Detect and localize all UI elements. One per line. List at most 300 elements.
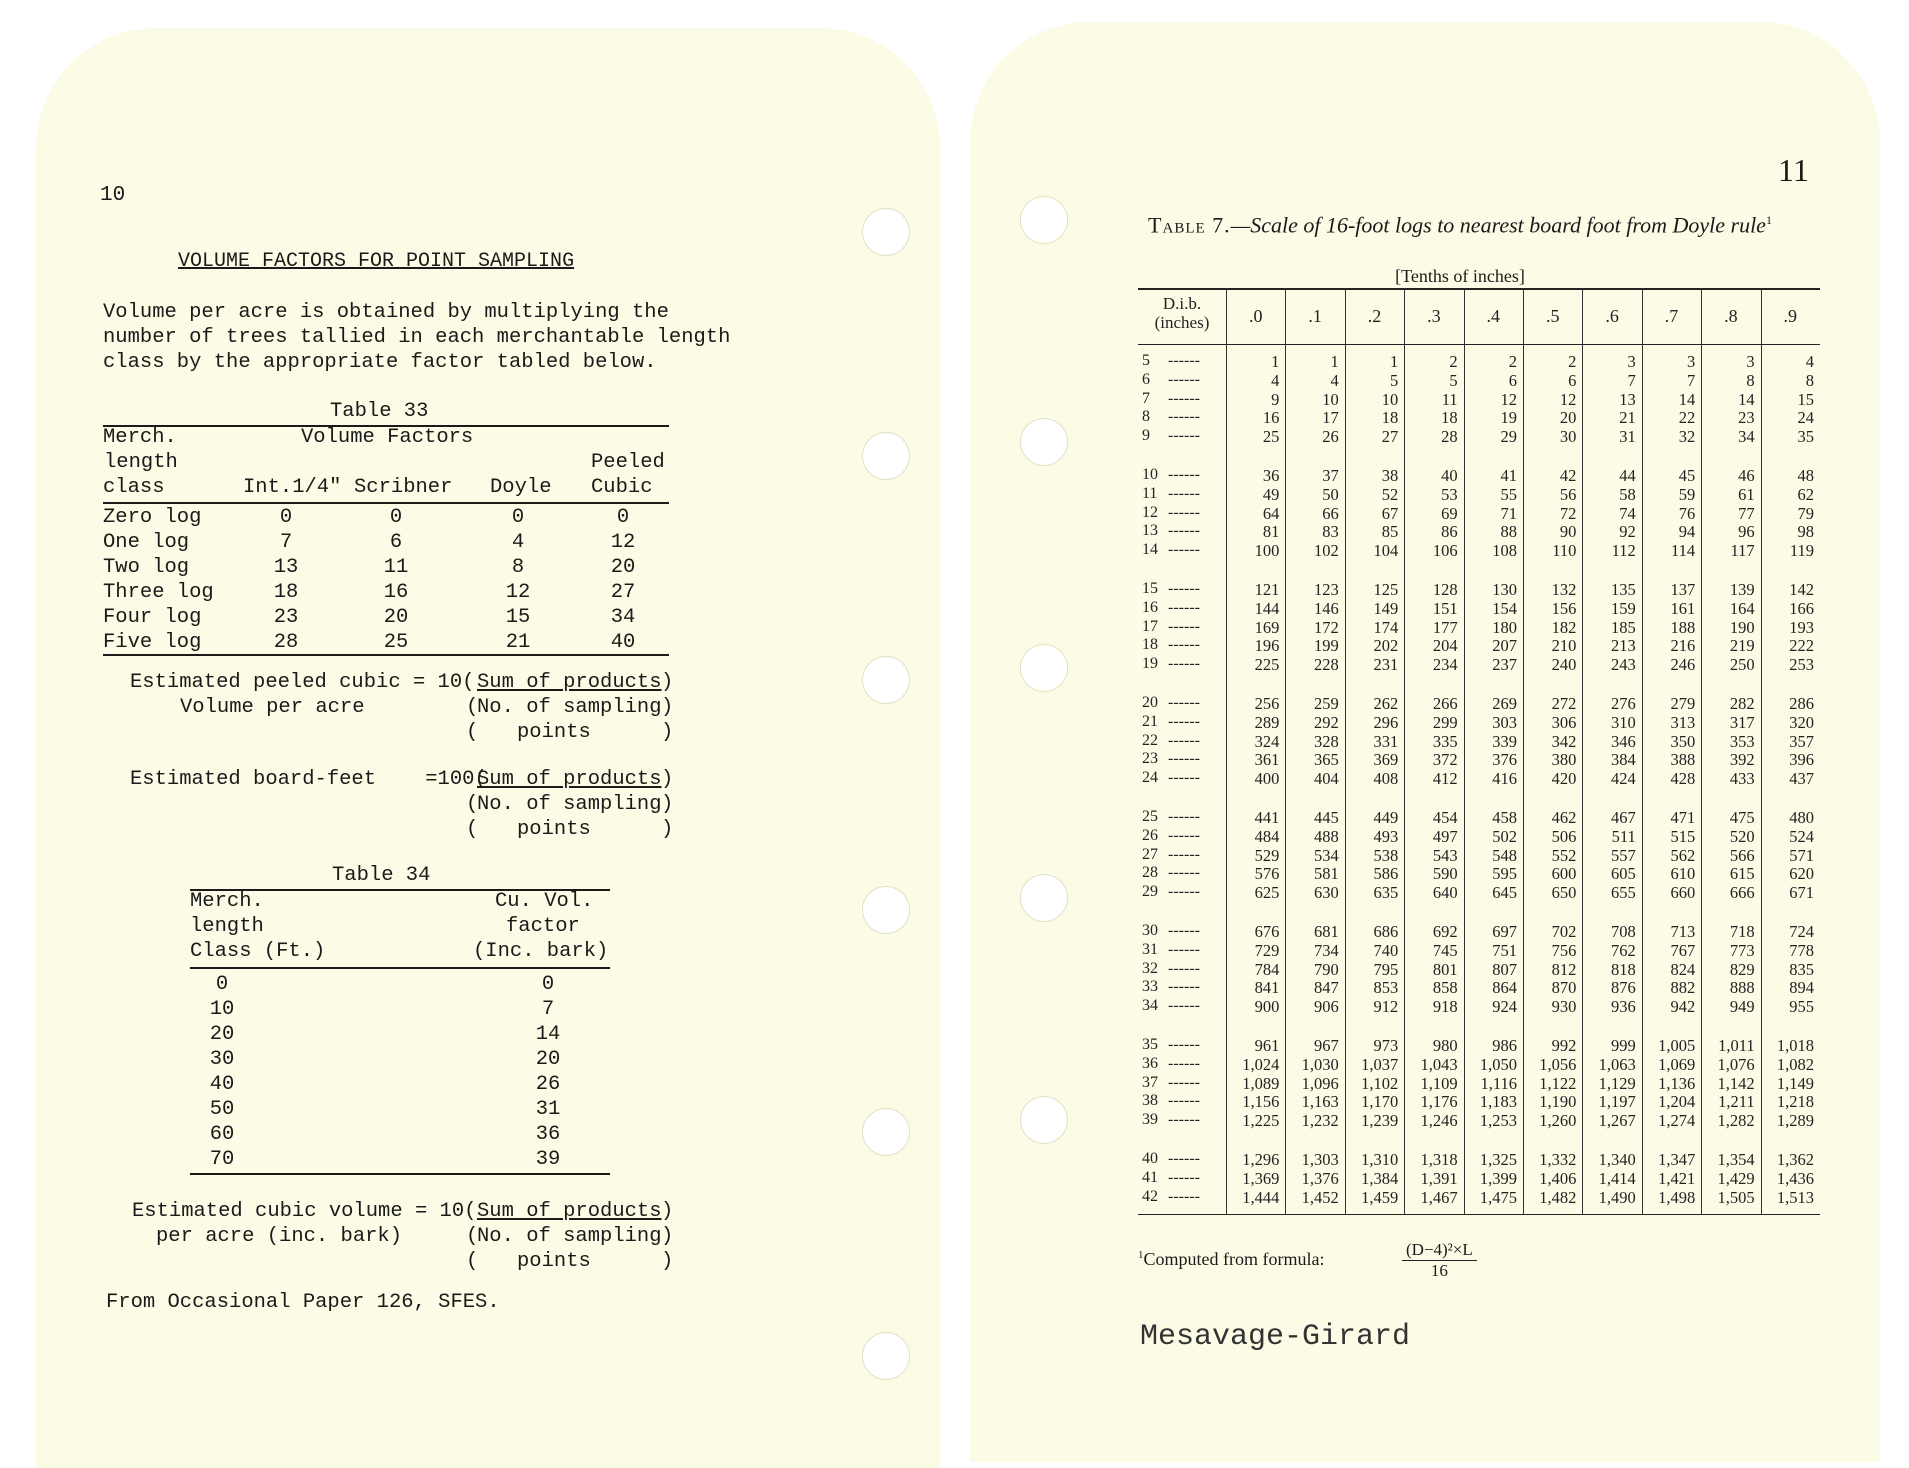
- scale-cell: 756: [1551, 940, 1577, 960]
- scale-cell: 630: [1314, 883, 1339, 903]
- scale-cell: 1,239: [1361, 1111, 1399, 1131]
- scale-cell: 1,011: [1718, 1036, 1755, 1055]
- table-cell: 40: [209, 1073, 235, 1096]
- scale-cell: 303: [1492, 712, 1517, 732]
- col-header: Scribner: [354, 476, 453, 499]
- scale-cell: 1,246: [1420, 1111, 1458, 1131]
- table-cell: 12: [610, 531, 636, 554]
- scale-cell: 1,490: [1598, 1187, 1636, 1207]
- column-rule: [1582, 288, 1583, 1214]
- scale-cell: 1,037: [1361, 1054, 1399, 1074]
- scale-cell: 818: [1611, 959, 1636, 979]
- scale-cell: 53: [1441, 484, 1458, 504]
- scale-cell: 408: [1373, 769, 1399, 789]
- scale-cell: 18: [1441, 408, 1458, 428]
- scale-cell: 655: [1611, 883, 1636, 903]
- leader-dots: ------: [1168, 503, 1200, 521]
- section-heading: VOLUME FACTORS FOR POINT SAMPLING: [178, 250, 575, 273]
- scale-cell: 645: [1492, 883, 1517, 903]
- scale-cell: 81: [1262, 522, 1280, 542]
- scale-cell: 1,318: [1420, 1150, 1458, 1169]
- scale-cell: 740: [1373, 940, 1399, 960]
- scale-cell: 1: [1389, 352, 1399, 371]
- scale-cell: 6: [1508, 370, 1517, 390]
- scale-cell: 7: [1627, 370, 1636, 390]
- scale-cell: 986: [1492, 1036, 1517, 1055]
- scale-cell: 21: [1619, 408, 1636, 428]
- leader-dots: ------: [1168, 769, 1200, 787]
- binder-hole: [862, 1108, 910, 1156]
- intro-line: Volume per acre is obtained by multiplying the: [103, 301, 669, 324]
- scale-cell: 22: [1678, 408, 1696, 428]
- table-cell: 18: [273, 581, 299, 604]
- scale-cell: 1,513: [1776, 1187, 1814, 1207]
- scale-cell: 2: [1568, 352, 1577, 371]
- scale-cell: 154: [1492, 598, 1517, 618]
- table-cell: 39: [535, 1148, 561, 1171]
- dib-label: 20: [1142, 694, 1158, 711]
- tenths-header: .2: [1367, 306, 1382, 326]
- scale-cell: 45: [1678, 466, 1696, 485]
- table-cell: 60: [209, 1123, 235, 1146]
- scale-cell: 42: [1559, 466, 1577, 485]
- leader-dots: ------: [1168, 427, 1200, 445]
- scale-cell: 193: [1789, 617, 1814, 637]
- scale-cell: 123: [1314, 580, 1339, 599]
- scale-cell: 1,170: [1361, 1092, 1399, 1112]
- scale-cell: 1,183: [1479, 1092, 1517, 1112]
- scale-cell: 190: [1729, 617, 1755, 637]
- scale-cell: 306: [1551, 712, 1577, 732]
- leader-dots: ------: [1168, 1150, 1200, 1167]
- tenths-header: .0: [1248, 306, 1263, 326]
- scale-cell: 858: [1432, 978, 1458, 998]
- scale-cell: 253: [1789, 655, 1814, 675]
- scale-cell: 106: [1432, 541, 1458, 561]
- scale-cell: 660: [1670, 883, 1696, 903]
- leader-dots: ------: [1168, 1092, 1200, 1110]
- scale-cell: 692: [1432, 922, 1458, 941]
- scale-cell: 250: [1729, 655, 1755, 675]
- leader-dots: ------: [1168, 1054, 1200, 1072]
- leader-dots: ------: [1168, 1036, 1200, 1053]
- scale-cell: 216: [1670, 636, 1696, 656]
- scale-cell: 1,163: [1301, 1092, 1339, 1112]
- scale-cell: 12: [1559, 389, 1577, 409]
- scale-cell: 1,325: [1479, 1150, 1517, 1169]
- scale-cell: 762: [1611, 940, 1636, 960]
- dib-label: 39: [1142, 1111, 1158, 1129]
- table-cell: 31: [535, 1098, 561, 1121]
- scale-cell: 471: [1670, 808, 1696, 827]
- scale-cell: 942: [1670, 997, 1696, 1017]
- scale-cell: 767: [1670, 940, 1696, 960]
- tenths-header: .6: [1605, 306, 1619, 326]
- scale-cell: 357: [1789, 731, 1814, 751]
- scale-cell: 488: [1314, 826, 1339, 846]
- scale-cell: 85: [1381, 522, 1399, 542]
- scale-cell: 708: [1611, 922, 1636, 941]
- scale-cell: 571: [1789, 845, 1814, 865]
- tenths-header: .7: [1664, 306, 1679, 326]
- table-7-subtitle: [Tenths of inches]: [1395, 266, 1525, 286]
- scale-cell: 1,310: [1361, 1150, 1399, 1169]
- scale-cell: 635: [1373, 883, 1399, 903]
- leader-dots: ------: [1168, 389, 1200, 407]
- scale-cell: 467: [1611, 808, 1636, 827]
- scale-cell: 2: [1508, 352, 1517, 371]
- scale-cell: 94: [1678, 522, 1696, 542]
- scale-cell: 342: [1551, 731, 1577, 751]
- scale-cell: 1,211: [1718, 1092, 1755, 1112]
- table-cell: 0: [279, 506, 293, 529]
- scale-cell: 346: [1611, 731, 1636, 751]
- scale-cell: 146: [1314, 598, 1339, 618]
- scale-cell: 59: [1678, 484, 1696, 504]
- scale-cell: 576: [1254, 864, 1280, 884]
- table-cell: 15: [505, 606, 531, 629]
- table-rule: [190, 967, 610, 969]
- scale-cell: 90: [1559, 522, 1577, 542]
- scale-cell: 188: [1670, 617, 1696, 637]
- intro-line: number of trees tallied in each merchantable length: [103, 326, 731, 349]
- dib-label: 16: [1142, 598, 1158, 616]
- scale-cell: 207: [1492, 636, 1517, 656]
- scale-cell: 1,043: [1420, 1054, 1458, 1074]
- scale-cell: 1,096: [1301, 1073, 1339, 1093]
- scale-cell: 1,303: [1301, 1150, 1339, 1169]
- scale-cell: 67: [1381, 503, 1399, 523]
- scale-cell: 6: [1568, 370, 1577, 390]
- binder-hole: [862, 886, 910, 934]
- scale-cell: 1,391: [1420, 1168, 1458, 1188]
- binder-hole: [1020, 418, 1068, 466]
- scale-cell: 824: [1670, 959, 1696, 979]
- scale-cell: 586: [1373, 864, 1399, 884]
- formula-left: per acre (inc. bark): [156, 1225, 403, 1248]
- scale-cell: 511: [1611, 826, 1636, 846]
- table-34-title: Table 34: [332, 864, 431, 887]
- table-cell: 7: [541, 998, 555, 1021]
- scale-cell: 202: [1373, 636, 1399, 656]
- scale-cell: 548: [1492, 845, 1517, 865]
- table-cell: 6: [389, 531, 403, 554]
- scale-cell: 1,296: [1242, 1150, 1280, 1169]
- scale-cell: 164: [1729, 598, 1755, 618]
- leader-dots: ------: [1168, 1111, 1200, 1129]
- scale-cell: 1,475: [1479, 1187, 1517, 1207]
- binder-hole: [862, 1332, 910, 1380]
- scale-cell: 79: [1797, 503, 1814, 523]
- leader-dots: ------: [1168, 694, 1200, 711]
- scale-cell: 310: [1611, 712, 1636, 732]
- dib-label: 31: [1142, 940, 1158, 958]
- scale-cell: 282: [1729, 694, 1755, 713]
- scale-cell: 177: [1432, 617, 1458, 637]
- formula-left: Estimated cubic volume = 10(: [132, 1200, 477, 1223]
- scale-cell: 557: [1611, 845, 1636, 865]
- dib-label: 12: [1142, 503, 1158, 521]
- scale-cell: 449: [1373, 808, 1399, 827]
- scale-cell: 1,197: [1598, 1092, 1636, 1112]
- scale-cell: 1,340: [1598, 1150, 1636, 1169]
- scale-cell: 246: [1670, 655, 1696, 675]
- scale-cell: 595: [1492, 864, 1517, 884]
- column-rule: [1761, 288, 1762, 1214]
- leader-dots: ------: [1168, 712, 1200, 730]
- formula-denominator: No. of sampling: [477, 696, 662, 719]
- scale-cell: 77: [1738, 503, 1755, 523]
- scale-cell: 52: [1381, 484, 1399, 504]
- scale-cell: 1,102: [1361, 1073, 1399, 1093]
- scale-cell: 445: [1314, 808, 1339, 827]
- scale-cell: 20: [1559, 408, 1577, 428]
- scale-cell: 30: [1559, 427, 1577, 447]
- scale-cell: 1,332: [1539, 1150, 1577, 1169]
- scale-cell: 213: [1611, 636, 1636, 656]
- scale-cell: 121: [1254, 580, 1280, 599]
- scale-cell: 28: [1441, 427, 1458, 447]
- scale-cell: 1,384: [1361, 1168, 1399, 1188]
- scale-cell: 1,232: [1301, 1111, 1339, 1131]
- scale-cell: 400: [1254, 769, 1280, 789]
- scale-cell: 1,030: [1301, 1054, 1339, 1074]
- scale-cell: 262: [1373, 694, 1399, 713]
- table-cell: 36: [535, 1123, 561, 1146]
- scale-cell: 1,347: [1658, 1150, 1696, 1169]
- scale-cell: 74: [1619, 503, 1636, 523]
- scale-cell: 296: [1373, 712, 1399, 732]
- leader-dots: ------: [1168, 959, 1200, 977]
- scale-cell: 4: [1271, 370, 1280, 390]
- scale-cell: 384: [1611, 750, 1636, 770]
- scale-cell: 25: [1262, 427, 1280, 447]
- dib-label: 7: [1142, 389, 1150, 407]
- intro-line: class by the appropriate factor tabled below.: [103, 351, 657, 374]
- leader-dots: ------: [1168, 978, 1200, 996]
- scale-cell: 353: [1729, 731, 1755, 751]
- scale-cell: 8: [1746, 370, 1755, 390]
- scale-cell: 12: [1500, 389, 1517, 409]
- scale-cell: 936: [1611, 997, 1636, 1017]
- column-rule: [1464, 288, 1465, 1214]
- scale-cell: 1,069: [1658, 1054, 1696, 1074]
- scale-cell: 458: [1492, 808, 1517, 827]
- scale-cell: 8: [1805, 370, 1814, 390]
- scale-cell: 1,444: [1242, 1187, 1280, 1207]
- table-rule: [103, 502, 669, 504]
- scale-cell: 76: [1678, 503, 1696, 523]
- dib-label: 19: [1142, 655, 1158, 673]
- scale-cell: 320: [1789, 712, 1814, 732]
- scale-cell: 137: [1670, 580, 1696, 599]
- scale-cell: 980: [1432, 1036, 1458, 1055]
- scale-cell: 72: [1559, 503, 1577, 523]
- scale-cell: 1,190: [1539, 1092, 1577, 1112]
- scale-cell: 1,129: [1598, 1073, 1636, 1093]
- scale-cell: 480: [1789, 808, 1814, 827]
- page-number: 11: [1778, 152, 1809, 188]
- scale-cell: 1,414: [1598, 1168, 1636, 1188]
- scale-cell: 48: [1797, 466, 1814, 485]
- table-rule: [190, 1173, 610, 1175]
- scale-cell: 14: [1738, 389, 1755, 409]
- scale-cell: 61: [1738, 484, 1755, 504]
- scale-cell: 967: [1314, 1036, 1339, 1055]
- scale-cell: 1,024: [1242, 1054, 1280, 1074]
- dib-label: 41: [1142, 1168, 1158, 1186]
- binder-hole: [862, 656, 910, 704]
- scale-cell: 132: [1551, 580, 1577, 599]
- scale-cell: 784: [1254, 959, 1280, 979]
- scale-cell: 853: [1373, 978, 1399, 998]
- scale-cell: 600: [1551, 864, 1577, 884]
- scale-cell: 369: [1373, 750, 1399, 770]
- scale-cell: 713: [1670, 922, 1696, 941]
- scale-cell: 1,376: [1301, 1168, 1339, 1188]
- scale-cell: 1,063: [1598, 1054, 1636, 1074]
- scale-cell: 13: [1619, 389, 1636, 409]
- scale-cell: 534: [1314, 845, 1339, 865]
- table-cell: 11: [383, 556, 409, 579]
- scale-cell: 1,505: [1717, 1187, 1755, 1207]
- scale-cell: 1,156: [1242, 1092, 1280, 1112]
- scale-cell: 256: [1254, 694, 1280, 713]
- scale-cell: 62: [1797, 484, 1814, 504]
- scale-cell: 404: [1314, 769, 1339, 789]
- scale-cell: 44: [1619, 466, 1636, 485]
- table-cell: 14: [535, 1023, 561, 1046]
- scale-cell: 912: [1373, 997, 1399, 1017]
- scale-cell: 812: [1551, 959, 1577, 979]
- dib-label: 27: [1142, 845, 1158, 863]
- scale-cell: 955: [1789, 997, 1814, 1017]
- leader-dots: ------: [1168, 883, 1200, 901]
- scale-cell: 266: [1432, 694, 1458, 713]
- scale-cell: 4: [1805, 352, 1814, 371]
- scale-cell: 992: [1551, 1036, 1577, 1055]
- dib-label: 37: [1142, 1073, 1158, 1091]
- dib-label: 28: [1142, 864, 1158, 882]
- col-header: Merch.: [190, 890, 264, 913]
- col-header: Doyle: [490, 476, 552, 499]
- scale-cell: 317: [1729, 712, 1755, 732]
- scale-cell: 100: [1254, 541, 1280, 561]
- dib-label: 22: [1142, 731, 1158, 749]
- binder-hole: [1020, 1096, 1068, 1144]
- scale-cell: 292: [1314, 712, 1339, 732]
- scale-cell: 23: [1738, 408, 1755, 428]
- table-33-title: Table 33: [330, 400, 429, 423]
- row-label: Five log: [103, 631, 202, 654]
- scale-cell: 778: [1789, 940, 1814, 960]
- scale-cell: 199: [1314, 636, 1339, 656]
- scale-cell: 18: [1381, 408, 1399, 428]
- scale-cell: 1,421: [1658, 1168, 1696, 1188]
- scale-cell: 38: [1381, 466, 1399, 485]
- col-header: factor: [506, 915, 580, 938]
- scale-cell: 581: [1314, 864, 1339, 884]
- dib-label: 18: [1142, 636, 1158, 654]
- col-header: class: [103, 476, 165, 499]
- table-cell: 50: [209, 1098, 235, 1121]
- col-header: Cu. Vol.: [495, 890, 594, 913]
- scale-cell: 870: [1551, 978, 1577, 998]
- scale-cell: 243: [1611, 655, 1636, 675]
- dib-label: 13: [1142, 522, 1158, 540]
- col-header: Merch.: [103, 426, 177, 449]
- dib-label: 35: [1142, 1036, 1158, 1053]
- scale-cell: 240: [1551, 655, 1577, 675]
- table-cell: 7: [279, 531, 293, 554]
- scale-cell: 520: [1729, 826, 1755, 846]
- scale-cell: 125: [1373, 580, 1399, 599]
- scale-cell: 1,362: [1776, 1150, 1814, 1169]
- scale-cell: 497: [1432, 826, 1458, 846]
- leader-dots: ------: [1168, 864, 1200, 882]
- scale-cell: 50: [1322, 484, 1339, 504]
- leader-dots: ------: [1168, 731, 1200, 749]
- scale-cell: 159: [1611, 598, 1636, 618]
- scale-cell: 454: [1432, 808, 1458, 827]
- scale-cell: 365: [1314, 750, 1339, 770]
- scale-cell: 3: [1686, 352, 1696, 371]
- table-rule: [103, 654, 669, 656]
- formula-left: Estimated peeled cubic = 10(: [130, 671, 475, 694]
- scale-cell: 1,018: [1776, 1036, 1814, 1055]
- scale-cell: 328: [1314, 731, 1339, 751]
- scale-cell: 110: [1552, 541, 1577, 561]
- tenths-header: .8: [1724, 306, 1738, 326]
- footnote: $^1$Computed from formula:: [1138, 1249, 1325, 1269]
- scale-cell: 46: [1738, 466, 1755, 485]
- scale-cell: 29: [1500, 427, 1517, 447]
- scale-cell: 24: [1797, 408, 1814, 428]
- leader-dots: ------: [1168, 940, 1200, 958]
- scale-cell: 515: [1670, 826, 1696, 846]
- table-cell: 16: [383, 581, 409, 604]
- scale-cell: 149: [1373, 598, 1399, 618]
- scale-cell: 180: [1492, 617, 1517, 637]
- scale-cell: 1,399: [1479, 1168, 1517, 1188]
- scale-cell: 5: [1449, 370, 1458, 390]
- scale-cell: 5: [1389, 370, 1399, 390]
- scale-cell: 924: [1492, 997, 1517, 1017]
- scale-cell: 272: [1551, 694, 1577, 713]
- col-header: Int.1/4": [243, 476, 342, 499]
- scale-cell: 773: [1729, 940, 1755, 960]
- table-cell: 0: [215, 973, 229, 996]
- dib-label: 38: [1142, 1092, 1158, 1110]
- scale-cell: 1,253: [1479, 1111, 1517, 1131]
- leader-dots: ------: [1168, 466, 1200, 483]
- scale-cell: 156: [1551, 598, 1577, 618]
- scale-cell: 276: [1611, 694, 1636, 713]
- source-note: From Occasional Paper 126, SFES.: [106, 1291, 500, 1314]
- group-header: Volume Factors: [301, 426, 474, 449]
- scale-cell: 1,142: [1717, 1073, 1755, 1093]
- scale-cell: 185: [1611, 617, 1636, 637]
- scale-cell: 313: [1670, 712, 1696, 732]
- scale-cell: 114: [1671, 541, 1696, 561]
- scale-cell: 1,109: [1420, 1073, 1458, 1093]
- table-cell: 0: [616, 506, 630, 529]
- scale-cell: 437: [1789, 769, 1814, 789]
- scale-cell: 416: [1492, 769, 1517, 789]
- page-number: 10: [100, 184, 126, 207]
- scale-cell: 11: [1441, 389, 1458, 409]
- scale-cell: 686: [1373, 922, 1399, 941]
